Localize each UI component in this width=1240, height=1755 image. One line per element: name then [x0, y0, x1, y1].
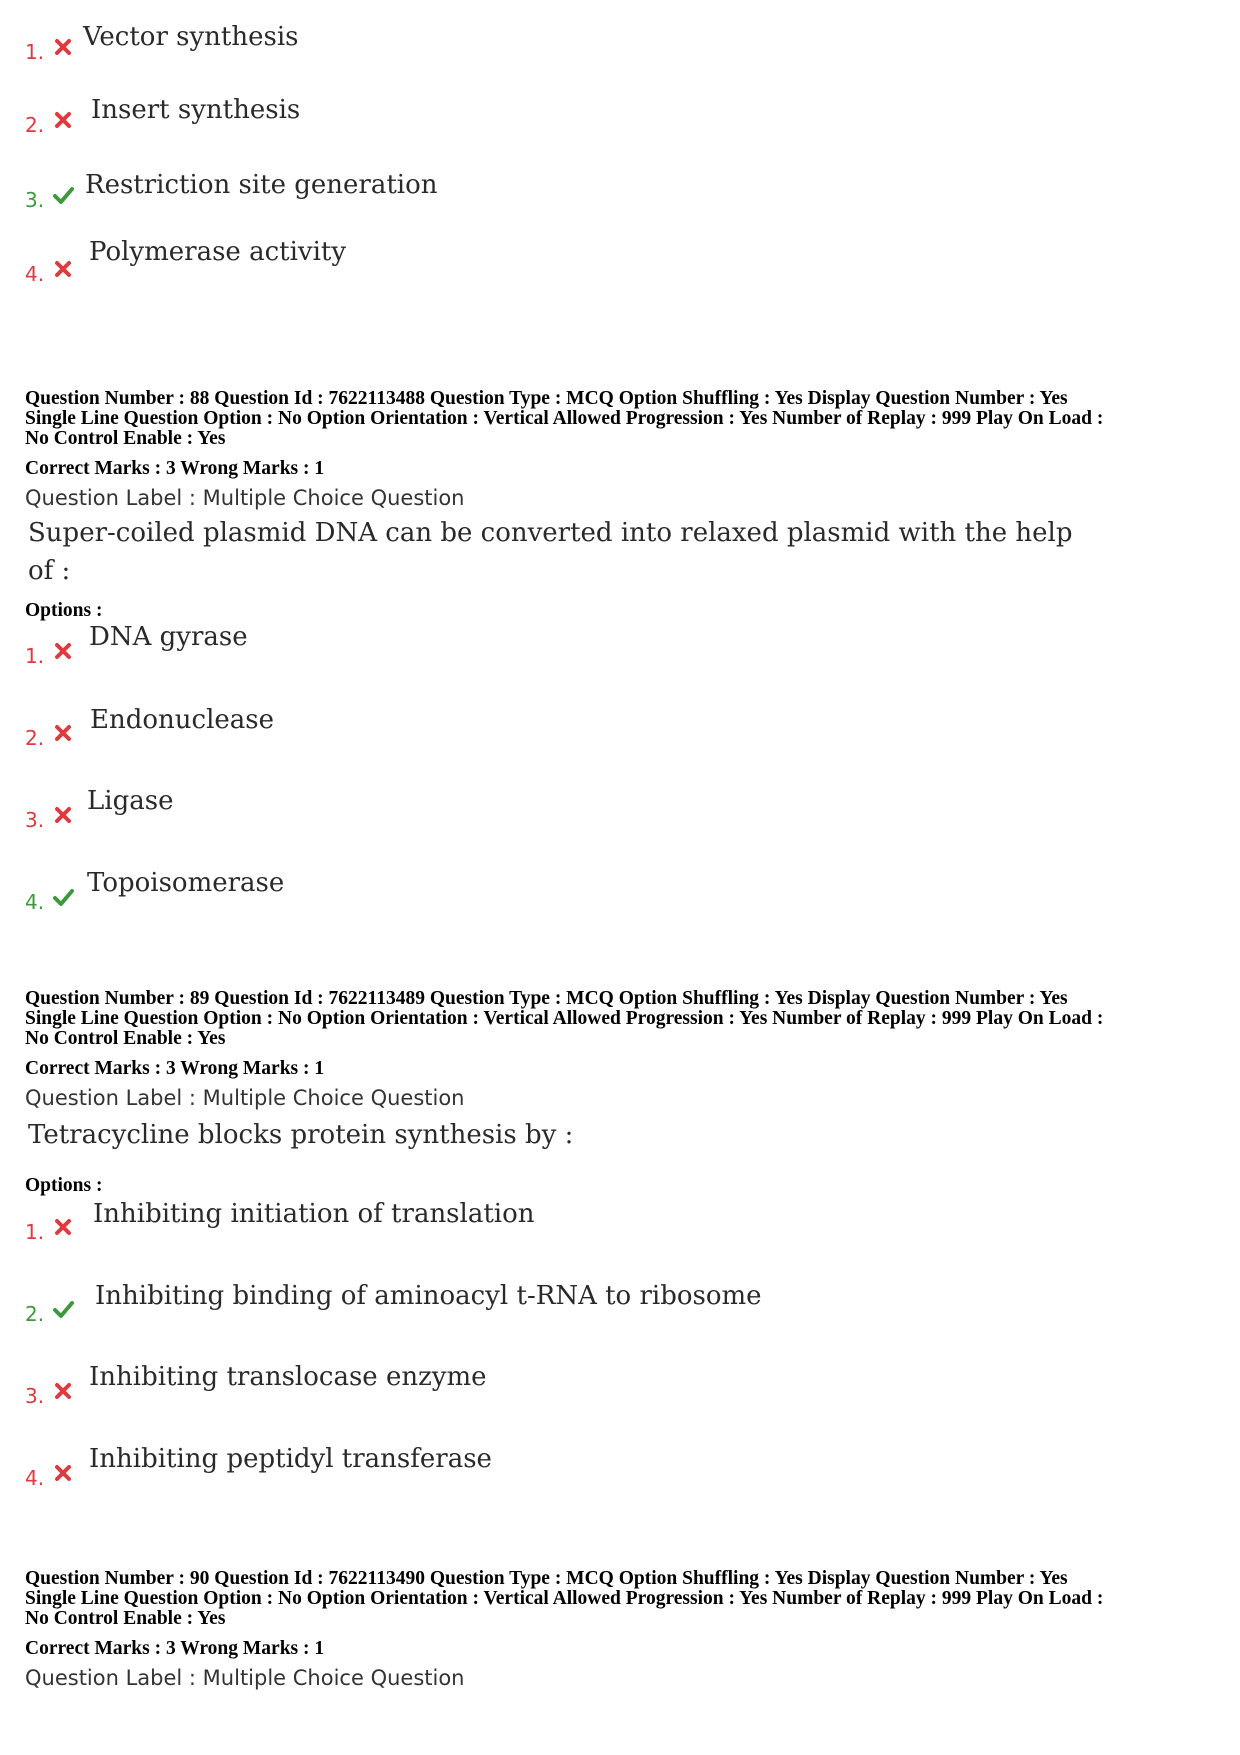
- q89-option-1: [25, 1199, 925, 1244]
- question-text-line: of :: [28, 556, 71, 586]
- cross-icon: [52, 1380, 74, 1402]
- question-90-marks: Correct Marks : 3 Wrong Marks : 1: [25, 1638, 325, 1659]
- option-text: Insert synthesis: [91, 95, 301, 125]
- question-text-line: Tetracycline blocks protein synthesis by :: [28, 1120, 574, 1150]
- meta-line-3: No Control Enable : Yes: [25, 1608, 226, 1629]
- meta-line-3: No Control Enable : Yes: [25, 1028, 226, 1049]
- cross-icon: [52, 722, 74, 744]
- check-icon: [52, 1298, 74, 1320]
- q89-option-4: [25, 1444, 925, 1490]
- option-number: 2.: [25, 113, 45, 137]
- cross-icon: [52, 1462, 74, 1484]
- meta-line-2: Single Line Question Option : No Option Orientation : Vertical Allowed Progression : Yes Number of Replay : 999 Play On Load :: [25, 408, 1104, 429]
- cross-icon: [52, 640, 74, 662]
- prev-option-1: [25, 22, 925, 62]
- cross-icon: [52, 1216, 74, 1238]
- prev-option-2: [25, 95, 925, 135]
- question-88-label: Question Label : Multiple Choice Question: [25, 486, 465, 510]
- option-text: Inhibiting peptidyl transferase: [89, 1444, 492, 1474]
- option-text: Inhibiting binding of aminoacyl t-RNA to ribosome: [95, 1281, 762, 1311]
- option-number: 4.: [25, 890, 45, 914]
- cross-icon: [52, 36, 74, 58]
- option-number: 3.: [25, 1384, 45, 1408]
- meta-line-2: Single Line Question Option : No Option Orientation : Vertical Allowed Progression : Yes Number of Replay : 999 Play On Load :: [25, 1008, 1104, 1029]
- option-number: 1.: [25, 40, 45, 64]
- option-number: 3.: [25, 808, 45, 832]
- option-text: Vector synthesis: [83, 22, 299, 52]
- question-89-meta: [25, 989, 1215, 1049]
- question-90-meta: [25, 1569, 1215, 1629]
- option-number: 4.: [25, 262, 45, 286]
- q89-option-2: [25, 1281, 925, 1326]
- question-88-marks: Correct Marks : 3 Wrong Marks : 1: [25, 458, 325, 479]
- meta-line-1: Question Number : 89 Question Id : 7622113489 Question Type : MCQ Option Shuffling : Yes Display Question Number : Yes: [25, 988, 1068, 1009]
- option-text: Topoisomerase: [87, 868, 285, 898]
- q89-option-3: [25, 1362, 925, 1408]
- question-text-line: Super-coiled plasmid DNA can be converted into relaxed plasmid with the help: [28, 518, 1073, 548]
- q88-option-3: [25, 786, 925, 832]
- meta-line-1: Question Number : 88 Question Id : 7622113488 Question Type : MCQ Option Shuffling : Yes Display Question Number : Yes: [25, 388, 1068, 409]
- check-icon: [52, 184, 74, 206]
- option-number: 1.: [25, 1220, 45, 1244]
- option-text: Polymerase activity: [89, 237, 347, 267]
- option-text: DNA gyrase: [89, 622, 248, 652]
- question-88-options-heading: Options :: [25, 600, 103, 621]
- option-number: 1.: [25, 644, 45, 668]
- option-number: 2.: [25, 1302, 45, 1326]
- option-text: Endonuclease: [90, 705, 275, 735]
- option-text: Ligase: [87, 786, 174, 816]
- option-number: 2.: [25, 726, 45, 750]
- question-88-text: [28, 514, 1088, 590]
- prev-option-4: [25, 237, 925, 286]
- question-89-marks: Correct Marks : 3 Wrong Marks : 1: [25, 1058, 325, 1079]
- question-89-text: [28, 1116, 1088, 1154]
- question-88-meta: [25, 389, 1215, 449]
- option-text: Inhibiting initiation of translation: [93, 1199, 535, 1229]
- option-text: Restriction site generation: [85, 170, 438, 200]
- question-89-options-heading: Options :: [25, 1175, 103, 1196]
- question-89-label: Question Label : Multiple Choice Question: [25, 1086, 465, 1110]
- q88-option-1: [25, 622, 925, 668]
- cross-icon: [52, 109, 74, 131]
- option-text: Inhibiting translocase enzyme: [89, 1362, 487, 1392]
- meta-line-3: No Control Enable : Yes: [25, 428, 226, 449]
- check-icon: [52, 886, 74, 908]
- q88-option-2: [25, 705, 925, 750]
- cross-icon: [52, 804, 74, 826]
- option-number: 3.: [25, 188, 45, 212]
- meta-line-1: Question Number : 90 Question Id : 7622113490 Question Type : MCQ Option Shuffling : Yes Display Question Number : Yes: [25, 1568, 1068, 1589]
- cross-icon: [52, 258, 74, 280]
- meta-line-2: Single Line Question Option : No Option Orientation : Vertical Allowed Progression : Yes Number of Replay : 999 Play On Load :: [25, 1588, 1104, 1609]
- question-90-label: Question Label : Multiple Choice Question: [25, 1666, 465, 1690]
- option-number: 4.: [25, 1466, 45, 1490]
- q88-option-4: [25, 868, 925, 914]
- prev-option-3: [25, 170, 925, 210]
